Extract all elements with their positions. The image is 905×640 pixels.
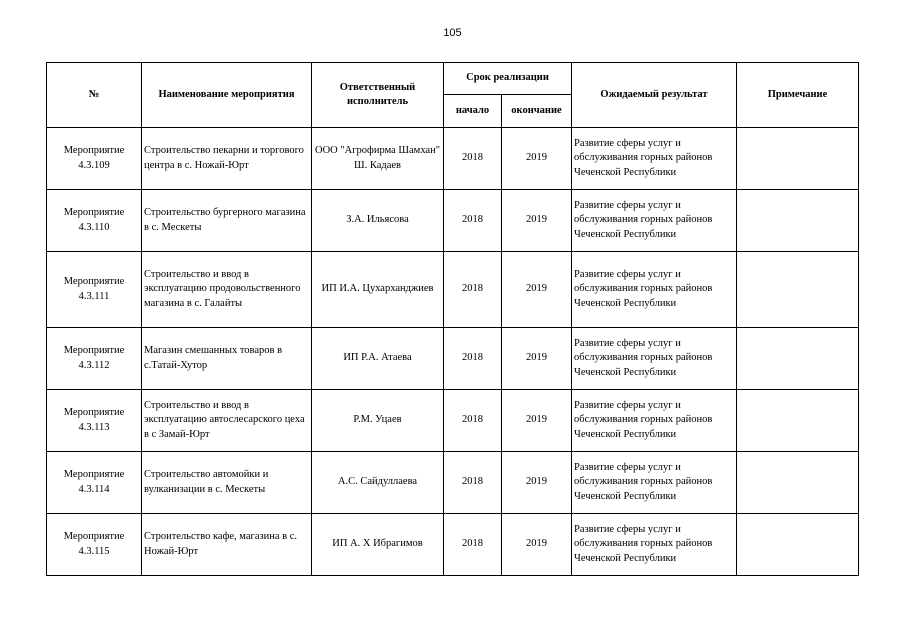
event-name-cell: Строительство пекарни и торгового центра в с. Ножай-Юрт [142,128,312,190]
responsible-cell: З.А. Ильясова [312,190,444,252]
event-name-cell: Строительство автомойки и вулканизации в с. Мескеты [142,452,312,514]
table-row [47,390,859,452]
header-period: Срок реализации [444,63,572,95]
responsible-cell: ИП А. Х Ибрагимов [312,514,444,576]
events-table [46,62,859,576]
end-year-cell: 2019 [502,514,572,576]
table-row [47,452,859,514]
event-number-cell: Мероприятие 4.3.111 [47,252,142,328]
responsible-cell: А.С. Сайдуллаева [312,452,444,514]
table-row [47,514,859,576]
event-name-cell: Строительство и ввод в эксплуатацию продовольственного магазина в с. Галайты [142,252,312,328]
table-row [47,328,859,390]
page-number: 105 [443,27,462,39]
note-cell [737,252,859,328]
event-number-cell: Мероприятие 4.3.112 [47,328,142,390]
table-row [47,252,859,328]
responsible-cell: ИП И.А. Цухарханджиев [312,252,444,328]
event-number-cell: Мероприятие 4.3.110 [47,190,142,252]
note-cell [737,328,859,390]
header-event-name: Наименование мероприятия [142,63,312,128]
header-end: окончание [502,95,572,128]
end-year-cell: 2019 [502,390,572,452]
event-number-cell: Мероприятие 4.3.113 [47,390,142,452]
note-cell [737,452,859,514]
expected-result-cell: Развитие сферы услуг и обслуживания горных районов Чеченской Республики [572,390,737,452]
table-row [47,128,859,190]
expected-result-cell: Развитие сферы услуг и обслуживания горных районов Чеченской Республики [572,190,737,252]
header-responsible: Ответственный исполнитель [312,63,444,128]
header-note: Примечание [737,63,859,128]
end-year-cell: 2019 [502,190,572,252]
start-year-cell: 2018 [444,452,502,514]
responsible-cell: ООО "Агрофирма Шамхан" Ш. Кадаев [312,128,444,190]
expected-result-cell: Развитие сферы услуг и обслуживания горных районов Чеченской Республики [572,328,737,390]
expected-result-cell: Развитие сферы услуг и обслуживания горных районов Чеченской Республики [572,452,737,514]
end-year-cell: 2019 [502,128,572,190]
start-year-cell: 2018 [444,252,502,328]
end-year-cell: 2019 [502,252,572,328]
expected-result-cell: Развитие сферы услуг и обслуживания горных районов Чеченской Республики [572,252,737,328]
note-cell [737,514,859,576]
event-name-cell: Строительство кафе, магазина в с. Ножай-Юрт [142,514,312,576]
expected-result-cell: Развитие сферы услуг и обслуживания горных районов Чеченской Республики [572,514,737,576]
event-number-cell: Мероприятие 4.3.114 [47,452,142,514]
note-cell [737,390,859,452]
event-number-cell: Мероприятие 4.3.109 [47,128,142,190]
responsible-cell: ИП Р.А. Атаева [312,328,444,390]
expected-result-cell: Развитие сферы услуг и обслуживания горных районов Чеченской Республики [572,128,737,190]
event-name-cell: Магазин смешанных товаров в с.Татай-Хутор [142,328,312,390]
note-cell [737,190,859,252]
header-expected-result: Ожидаемый результат [572,63,737,128]
header-number: № [47,63,142,128]
start-year-cell: 2018 [444,128,502,190]
event-number-cell: Мероприятие 4.3.115 [47,514,142,576]
event-name-cell: Строительство бургерного магазина в с. Мескеты [142,190,312,252]
start-year-cell: 2018 [444,190,502,252]
start-year-cell: 2018 [444,328,502,390]
table-row [47,190,859,252]
end-year-cell: 2019 [502,328,572,390]
header-start: начало [444,95,502,128]
note-cell [737,128,859,190]
responsible-cell: Р.М. Уцаев [312,390,444,452]
start-year-cell: 2018 [444,514,502,576]
end-year-cell: 2019 [502,452,572,514]
event-name-cell: Строительство и ввод в эксплуатацию автослесарского цеха в с Замай-Юрт [142,390,312,452]
start-year-cell: 2018 [444,390,502,452]
